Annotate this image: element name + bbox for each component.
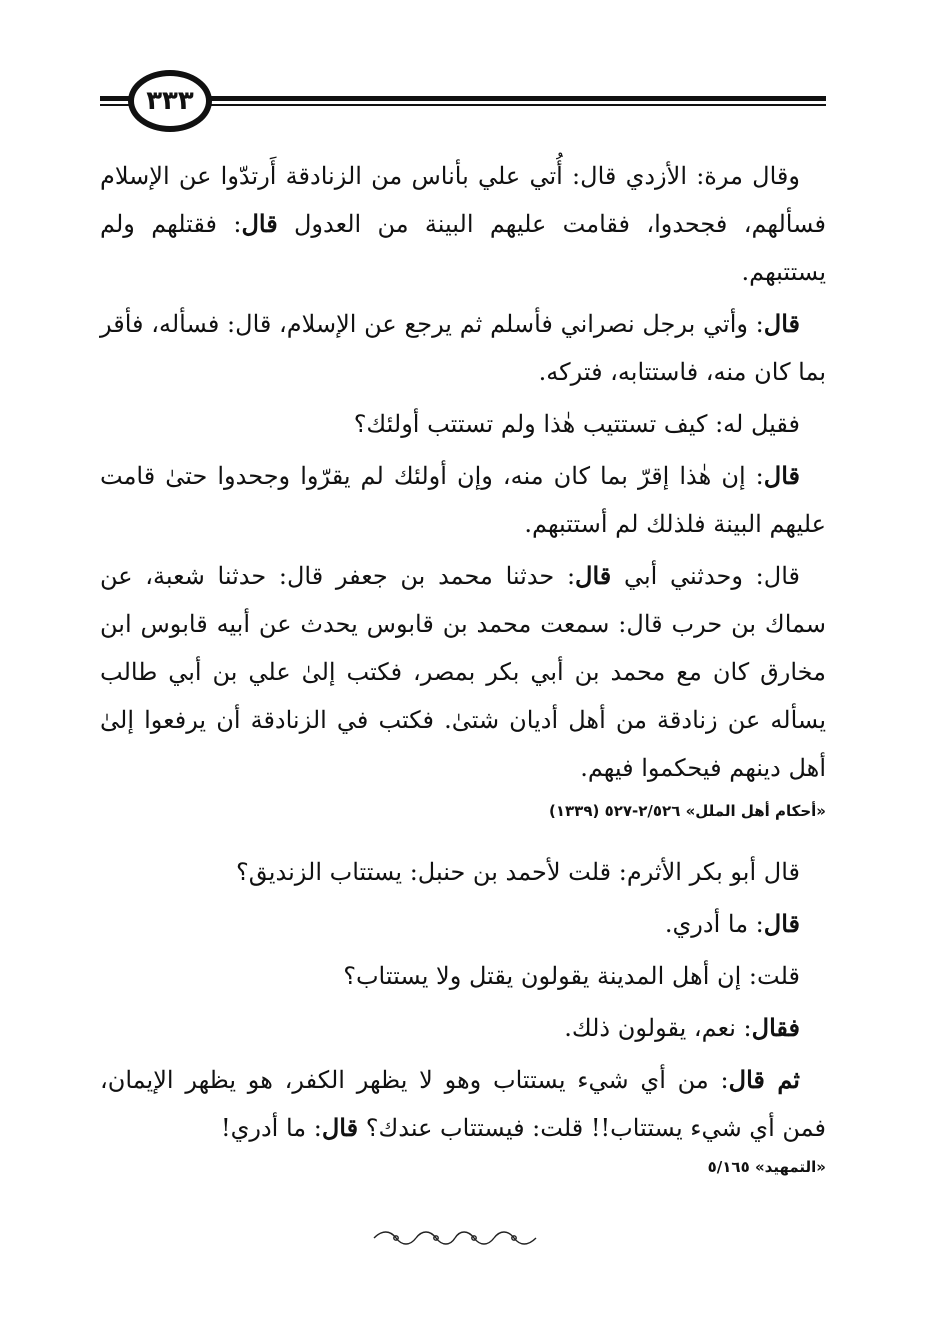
bold-keyword: فقال xyxy=(751,1013,800,1042)
paragraph xyxy=(100,1056,826,1152)
paragraph xyxy=(100,848,826,896)
page-number-badge xyxy=(128,70,212,132)
text-run: قال أبو بكر الأثرم: قلت لأحمد بن حنبل: يستتاب الزنديق؟ xyxy=(236,858,800,886)
main-text xyxy=(100,152,826,1204)
text-run: فقيل له: كيف تستتيب هٰذا ولم تستتب أولئك؟ xyxy=(353,410,800,438)
page-number: ٣٣٣ xyxy=(146,86,194,116)
text-run: : نعم، يقولون ذلك. xyxy=(564,1014,752,1042)
text-run: : وأتي برجل نصراني فأسلم ثم يرجع عن الإسلام، قال: فسأله، فأقر بما كان منه، فاستتابه، فتركه. xyxy=(100,310,826,386)
paragraph xyxy=(100,452,826,548)
paragraph xyxy=(100,400,826,448)
bold-keyword: قال xyxy=(763,909,800,938)
source-citation: «التمهيد» ٥/١٦٥ xyxy=(707,1158,826,1176)
source-citation: «أحكام أهل الملل» ٢/٥٢٦-٥٢٧ (١٣٣٩) xyxy=(549,802,826,820)
bold-keyword: ثم قال xyxy=(728,1065,800,1094)
paragraph xyxy=(100,1004,826,1052)
paragraph xyxy=(100,152,826,296)
bold-keyword: قال xyxy=(241,209,278,238)
paragraph xyxy=(100,952,826,1000)
bold-keyword: قال xyxy=(763,309,800,338)
page-header xyxy=(100,70,826,134)
text-run: : ما أدري. xyxy=(664,910,764,938)
text-run: : ما أدري! xyxy=(220,1114,322,1142)
text-run: : فقتلهم ولم يستتبهم. xyxy=(100,210,826,286)
text-run: قال: وحدثني أبي xyxy=(611,562,800,590)
text-run: : حدثنا محمد بن جعفر قال: حدثنا شعبة، عن سماك بن حرب قال: سمعت محمد بن قابوس يحدث عن أبيه قابوس ابن مخارق كان مع محمد بن أبي بكر بمصر، فكتب إلىٰ علي بن أبي طالب يسأله عن زنادقة من أهل أديان شتىٰ. فكتب في الزنادقة أن يرفعوا إلىٰ أهل دينهم فيحكموا فيهم. xyxy=(100,562,826,782)
bold-keyword: قال xyxy=(763,461,800,490)
floral-divider-icon xyxy=(370,1228,540,1248)
text-run: : إن هٰذا إقرّ بما كان منه، وإن أولئك لم يقرّوا وجحدوا حتىٰ قامت عليهم البينة فلذلك لم أستتبهم. xyxy=(100,462,826,538)
paragraph xyxy=(100,552,826,792)
text-run: : من أي شيء يستتاب وهو لا يظهر الكفر، هو يظهر الإيمان، فمن أي شيء يستتاب!! قلت: فيستتاب عندك؟ xyxy=(100,1066,826,1142)
paragraph xyxy=(100,900,826,948)
paragraph xyxy=(100,300,826,396)
bold-keyword: قال xyxy=(575,561,612,590)
text-run: قلت: إن أهل المدينة يقولون يقتل ولا يستتاب؟ xyxy=(343,962,800,990)
bold-keyword: قال xyxy=(321,1113,359,1142)
text-run: وقال مرة: الأزدي قال: أُتي علي بأناس من الزنادقة أَرتدّوا عن الإسلام فسألهم، فجحدوا، فقامت عليهم البينة من العدول xyxy=(100,162,826,238)
